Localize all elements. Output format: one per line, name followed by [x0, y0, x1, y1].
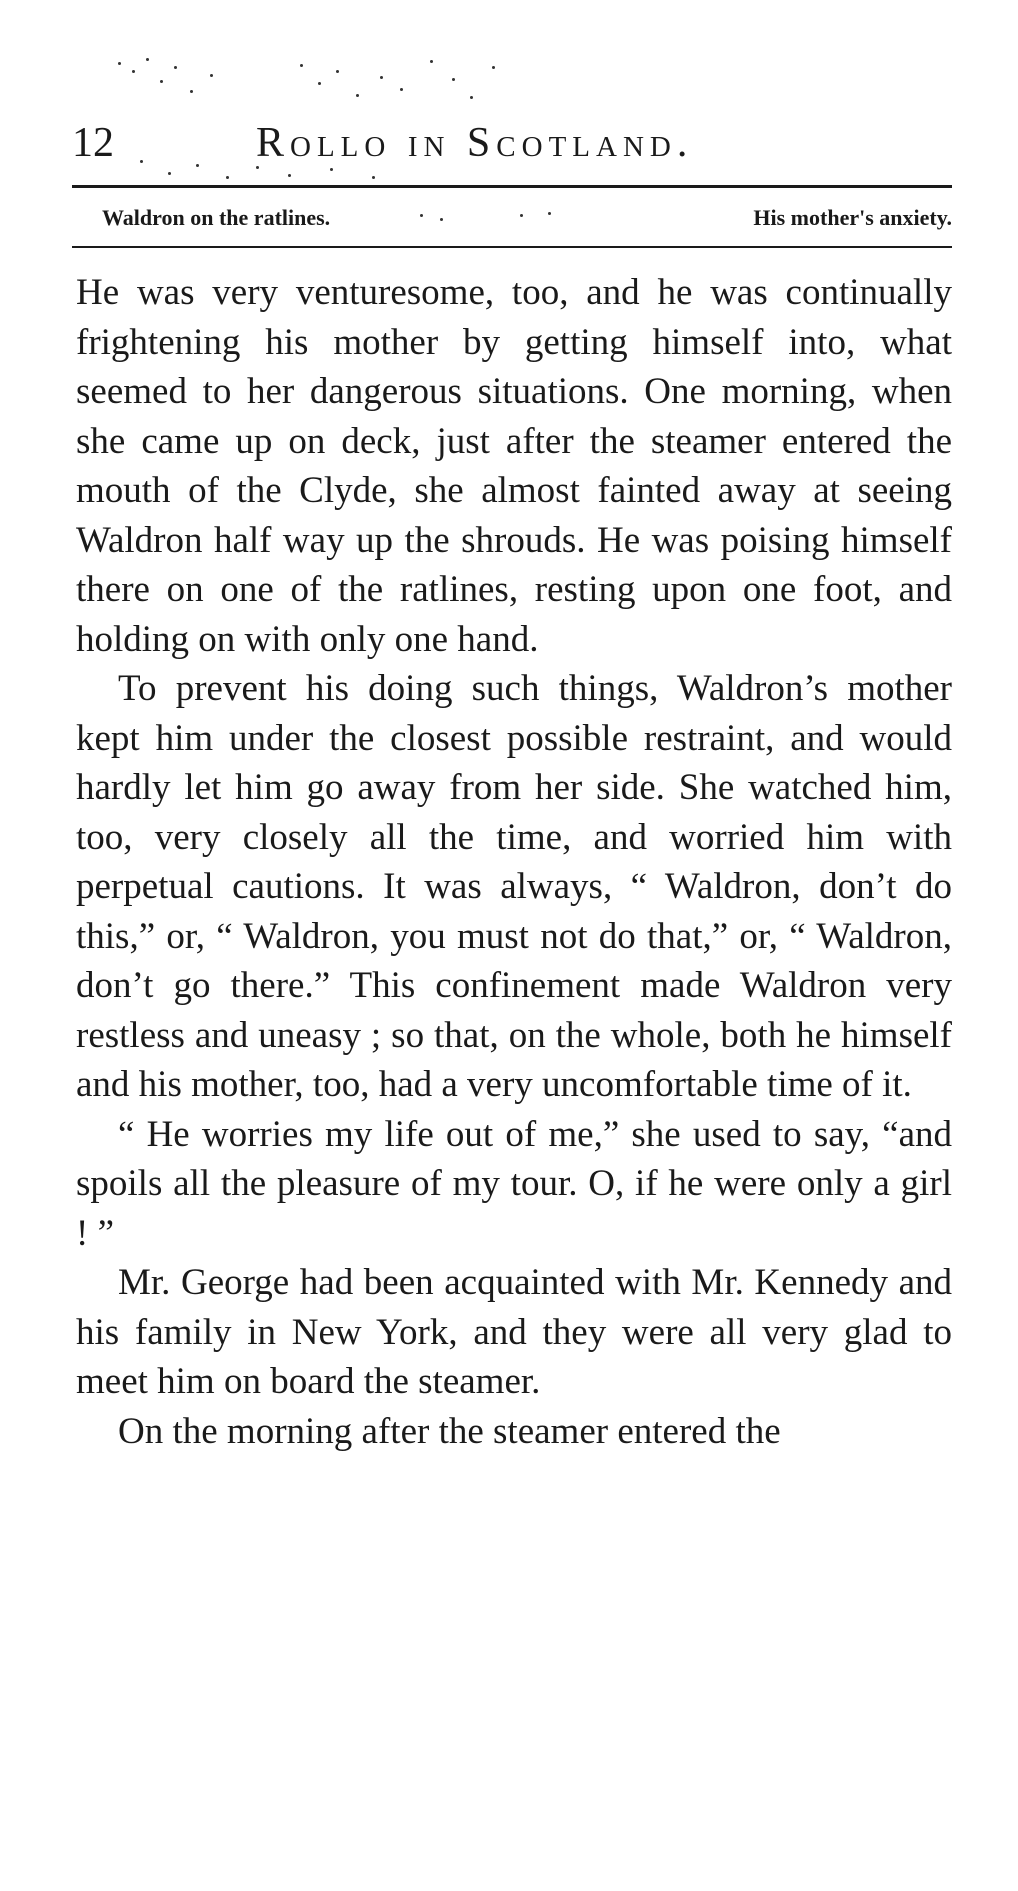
- header-rule-bottom: [72, 246, 952, 248]
- header-rule-top: [72, 185, 952, 188]
- body-text: [76, 268, 952, 1456]
- sub-head: [72, 198, 952, 238]
- running-head: [72, 118, 952, 178]
- side-note-right: His mother's anxiety.: [753, 205, 952, 230]
- page-number: 12: [72, 120, 114, 166]
- book-title: Rollo in Scotland.: [256, 120, 694, 166]
- paragraph-2: To prevent his doing such things, Waldron’s mother kept him under the closest possible restraint, and would hardly let him go away from her side. She watched him, too, very closely all the time, and worried him with perpetual cautions. It was always, “ Waldron, don’t do this,” or, “ Waldron, you must not do that,” or, “ Waldron, don’t go there.” This confinement made Waldron very restless and uneasy ; so that, on the whole, both he himself and his mother, too, had a very uncomfortable time of it.: [76, 668, 952, 1105]
- paragraph-3: “ He worries my life out of me,” she used to say, “and spoils all the pleasure of my tour. O, if he were only a girl ! ”: [76, 1113, 952, 1254]
- paragraph-5: On the morning after the steamer entered the: [118, 1410, 781, 1452]
- side-note-left: Waldron on the ratlines.: [102, 205, 331, 230]
- paragraph-1: He was very venturesome, too, and he was continually frightening his mother by getting himself into, what seemed to her dangerous situations. One morning, when she came up on deck, just after the steamer entered the mouth of the Clyde, she almost fainted away at seeing Waldron half way up the shrouds. He was poising himself there on one of the ratlines, resting upon one foot, and holding on with only one hand.: [76, 272, 952, 660]
- paragraph-4: Mr. George had been acquainted with Mr. Kennedy and his family in New York, and they were all very glad to meet him on board the steamer.: [76, 1262, 952, 1402]
